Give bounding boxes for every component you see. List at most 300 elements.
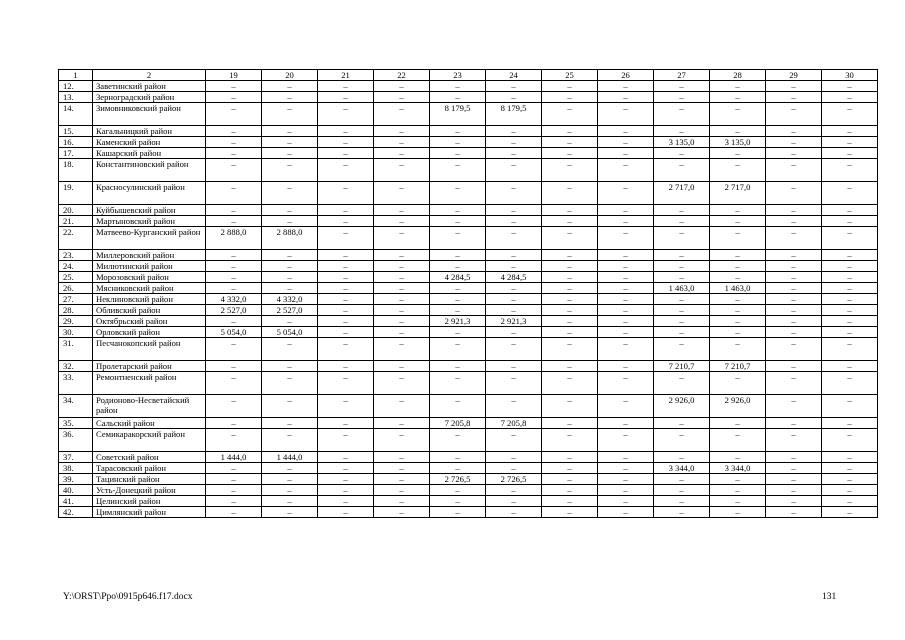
value-cell: – (542, 429, 598, 452)
district-name: Неклиновский район (93, 294, 206, 305)
value-cell: – (542, 474, 598, 485)
district-name: Цимлянский район (93, 507, 206, 518)
value-cell: – (654, 92, 710, 103)
value-cell: – (542, 338, 598, 361)
value-cell: – (318, 316, 374, 327)
value-cell: – (374, 372, 430, 395)
value-cell: – (710, 474, 766, 485)
table-row (59, 474, 878, 485)
value-cell: – (598, 395, 654, 418)
value-cell: – (710, 327, 766, 338)
value-cell: – (822, 485, 878, 496)
value-cell: – (262, 148, 318, 159)
value-cell: – (262, 126, 318, 137)
table-row (59, 338, 878, 361)
value-cell: – (766, 507, 822, 518)
value-cell: – (318, 126, 374, 137)
value-cell: 1 444,0 (262, 452, 318, 463)
table-row (59, 250, 878, 261)
value-cell: – (822, 81, 878, 92)
value-cell: 1 463,0 (654, 283, 710, 294)
district-name: Мясниковский район (93, 283, 206, 294)
value-cell: – (374, 137, 430, 148)
value-cell: 3 344,0 (710, 463, 766, 474)
value-cell: – (318, 305, 374, 316)
value-cell: – (822, 103, 878, 126)
column-header: 29 (766, 70, 822, 81)
row-number: 23. (59, 250, 93, 261)
value-cell: – (766, 463, 822, 474)
value-cell: 2 726,5 (430, 474, 486, 485)
value-cell: – (206, 81, 262, 92)
value-cell: – (206, 148, 262, 159)
value-cell: – (710, 148, 766, 159)
value-cell: – (262, 361, 318, 372)
value-cell: – (430, 126, 486, 137)
district-name: Кашарский район (93, 148, 206, 159)
value-cell: – (654, 272, 710, 283)
value-cell: – (598, 250, 654, 261)
value-cell: – (542, 452, 598, 463)
value-cell: – (206, 507, 262, 518)
value-cell: – (598, 463, 654, 474)
value-cell: – (262, 81, 318, 92)
value-cell: – (486, 338, 542, 361)
column-header: 28 (710, 70, 766, 81)
value-cell: – (710, 305, 766, 316)
value-cell: – (654, 103, 710, 126)
value-cell: – (262, 182, 318, 205)
table-row (59, 182, 878, 205)
value-cell: – (710, 372, 766, 395)
value-cell: – (374, 507, 430, 518)
value-cell: – (766, 361, 822, 372)
value-cell: – (710, 429, 766, 452)
value-cell: – (374, 361, 430, 372)
value-cell: – (542, 316, 598, 327)
value-cell: 7 210,7 (654, 361, 710, 372)
value-cell: – (542, 305, 598, 316)
row-number: 36. (59, 429, 93, 452)
value-cell: – (822, 496, 878, 507)
district-name: Пролетарский район (93, 361, 206, 372)
value-cell: – (486, 250, 542, 261)
value-cell: – (262, 103, 318, 126)
value-cell: – (374, 126, 430, 137)
value-cell: – (262, 137, 318, 148)
row-number: 12. (59, 81, 93, 92)
row-number: 13. (59, 92, 93, 103)
value-cell: – (654, 474, 710, 485)
value-cell: – (598, 327, 654, 338)
district-name: Тацинский район (93, 474, 206, 485)
value-cell: – (374, 305, 430, 316)
value-cell: – (262, 496, 318, 507)
value-cell: – (654, 227, 710, 250)
row-number: 28. (59, 305, 93, 316)
value-cell: – (822, 272, 878, 283)
value-cell: – (542, 137, 598, 148)
table-row (59, 81, 878, 92)
value-cell: – (766, 316, 822, 327)
value-cell: – (262, 507, 318, 518)
value-cell: – (318, 474, 374, 485)
row-number: 18. (59, 159, 93, 182)
table-row (59, 507, 878, 518)
value-cell: – (486, 159, 542, 182)
value-cell: – (766, 81, 822, 92)
value-cell: – (318, 272, 374, 283)
value-cell: – (598, 361, 654, 372)
value-cell: – (598, 272, 654, 283)
value-cell: – (318, 81, 374, 92)
row-number: 31. (59, 338, 93, 361)
value-cell: 2 921,3 (486, 316, 542, 327)
value-cell: – (542, 507, 598, 518)
value-cell: – (486, 452, 542, 463)
value-cell: – (486, 92, 542, 103)
value-cell: 1 463,0 (710, 283, 766, 294)
value-cell: – (598, 316, 654, 327)
value-cell: – (318, 92, 374, 103)
value-cell: – (374, 463, 430, 474)
value-cell: – (766, 126, 822, 137)
column-header: 2 (93, 70, 206, 81)
row-number: 14. (59, 103, 93, 126)
value-cell: – (318, 103, 374, 126)
value-cell: – (318, 507, 374, 518)
value-cell: – (430, 372, 486, 395)
value-cell: – (206, 250, 262, 261)
value-cell: – (430, 92, 486, 103)
value-cell: – (542, 327, 598, 338)
value-cell: – (822, 474, 878, 485)
district-name: Зерноградский район (93, 92, 206, 103)
value-cell: – (430, 261, 486, 272)
value-cell: 2 921,3 (430, 316, 486, 327)
value-cell: – (318, 294, 374, 305)
table-row (59, 372, 878, 395)
value-cell: – (598, 227, 654, 250)
value-cell: – (654, 81, 710, 92)
value-cell: – (430, 452, 486, 463)
row-number: 27. (59, 294, 93, 305)
value-cell: – (430, 159, 486, 182)
column-header: 19 (206, 70, 262, 81)
table-row (59, 126, 878, 137)
value-cell: – (766, 182, 822, 205)
value-cell: – (766, 418, 822, 429)
footer-file-path: Y:\ORST\Ppo\0915p646.f17.docx (63, 592, 193, 602)
value-cell: – (598, 159, 654, 182)
value-cell: – (318, 372, 374, 395)
value-cell: – (822, 372, 878, 395)
district-name: Заветинский район (93, 81, 206, 92)
value-cell: – (598, 418, 654, 429)
value-cell: – (374, 452, 430, 463)
value-cell: – (430, 205, 486, 216)
value-cell: – (206, 429, 262, 452)
district-name: Сальский район (93, 418, 206, 429)
value-cell: – (822, 316, 878, 327)
row-number: 17. (59, 148, 93, 159)
value-cell: – (374, 327, 430, 338)
value-cell: – (430, 429, 486, 452)
value-cell: – (486, 305, 542, 316)
value-cell: – (262, 272, 318, 283)
row-number: 24. (59, 261, 93, 272)
value-cell: – (766, 327, 822, 338)
value-cell: – (766, 305, 822, 316)
value-cell: – (206, 485, 262, 496)
value-cell: – (710, 496, 766, 507)
value-cell: – (822, 250, 878, 261)
value-cell: – (710, 159, 766, 182)
value-cell: – (206, 463, 262, 474)
column-header: 20 (262, 70, 318, 81)
value-cell: 3 135,0 (710, 137, 766, 148)
value-cell: – (654, 126, 710, 137)
value-cell: – (318, 283, 374, 294)
value-cell: – (822, 327, 878, 338)
value-cell: – (766, 216, 822, 227)
value-cell: – (822, 159, 878, 182)
row-number: 32. (59, 361, 93, 372)
value-cell: – (430, 137, 486, 148)
value-cell: – (262, 372, 318, 395)
value-cell: – (430, 148, 486, 159)
district-name: Ремонтненский район (93, 372, 206, 395)
value-cell: – (318, 148, 374, 159)
value-cell: – (262, 463, 318, 474)
value-cell: – (710, 216, 766, 227)
table-row (59, 496, 878, 507)
value-cell: – (654, 216, 710, 227)
value-cell: 2 527,0 (262, 305, 318, 316)
value-cell: – (206, 126, 262, 137)
value-cell: – (598, 507, 654, 518)
value-cell: – (430, 294, 486, 305)
value-cell: – (766, 103, 822, 126)
value-cell: – (598, 205, 654, 216)
value-cell: – (822, 137, 878, 148)
value-cell: – (542, 205, 598, 216)
row-number: 35. (59, 418, 93, 429)
value-cell: – (374, 103, 430, 126)
value-cell: – (486, 429, 542, 452)
value-cell: – (598, 126, 654, 137)
value-cell: – (710, 92, 766, 103)
value-cell: – (542, 103, 598, 126)
value-cell: – (486, 137, 542, 148)
value-cell: – (374, 205, 430, 216)
value-cell: – (374, 294, 430, 305)
value-cell: – (654, 507, 710, 518)
value-cell: – (430, 227, 486, 250)
value-cell: – (542, 148, 598, 159)
column-header: 30 (822, 70, 878, 81)
value-cell: – (206, 272, 262, 283)
value-cell: – (262, 418, 318, 429)
value-cell: – (430, 305, 486, 316)
value-cell: – (262, 261, 318, 272)
value-cell: 5 054,0 (262, 327, 318, 338)
value-cell: – (654, 452, 710, 463)
value-cell: – (374, 418, 430, 429)
district-name: Милютинский район (93, 261, 206, 272)
value-cell: – (318, 205, 374, 216)
value-cell: – (710, 485, 766, 496)
value-cell: – (822, 182, 878, 205)
table-row (59, 103, 878, 126)
column-header: 26 (598, 70, 654, 81)
value-cell: – (598, 372, 654, 395)
value-cell: – (430, 250, 486, 261)
value-cell: – (710, 316, 766, 327)
value-cell: – (598, 92, 654, 103)
value-cell: 8 179,5 (430, 103, 486, 126)
value-cell: – (822, 429, 878, 452)
value-cell: – (374, 92, 430, 103)
table-row (59, 294, 878, 305)
value-cell: – (542, 485, 598, 496)
value-cell: – (486, 126, 542, 137)
column-header: 22 (374, 70, 430, 81)
value-cell: 7 205,8 (486, 418, 542, 429)
value-cell: – (766, 485, 822, 496)
table-row (59, 429, 878, 452)
value-cell: – (654, 294, 710, 305)
value-cell: – (430, 485, 486, 496)
value-cell: – (486, 395, 542, 418)
table-row (59, 485, 878, 496)
value-cell: – (374, 496, 430, 507)
value-cell: – (710, 250, 766, 261)
district-name: Усть-Донецкий район (93, 485, 206, 496)
value-cell: – (822, 395, 878, 418)
row-number: 33. (59, 372, 93, 395)
table-row (59, 463, 878, 474)
value-cell: – (822, 283, 878, 294)
value-cell: – (318, 338, 374, 361)
value-cell: – (654, 429, 710, 452)
value-cell: – (318, 463, 374, 474)
table-row (59, 137, 878, 148)
header-row (59, 70, 878, 81)
value-cell: – (262, 429, 318, 452)
value-cell: – (262, 92, 318, 103)
value-cell: – (598, 261, 654, 272)
value-cell: – (654, 418, 710, 429)
row-number: 19. (59, 182, 93, 205)
value-cell: – (710, 227, 766, 250)
value-cell: – (710, 103, 766, 126)
data-table (58, 69, 878, 518)
value-cell: – (822, 227, 878, 250)
value-cell: – (374, 429, 430, 452)
value-cell: – (822, 418, 878, 429)
value-cell: – (710, 338, 766, 361)
value-cell: – (654, 250, 710, 261)
table-row (59, 327, 878, 338)
table-row (59, 261, 878, 272)
value-cell: – (206, 372, 262, 395)
table-body (59, 70, 878, 518)
value-cell: – (654, 261, 710, 272)
value-cell: – (542, 496, 598, 507)
value-cell: – (486, 507, 542, 518)
value-cell: – (374, 485, 430, 496)
value-cell: – (542, 372, 598, 395)
value-cell: – (318, 182, 374, 205)
value-cell: – (598, 182, 654, 205)
value-cell: – (598, 338, 654, 361)
value-cell: – (822, 148, 878, 159)
value-cell: 2 926,0 (654, 395, 710, 418)
value-cell: – (486, 182, 542, 205)
value-cell: – (598, 137, 654, 148)
value-cell: – (486, 227, 542, 250)
table-row (59, 159, 878, 182)
district-name: Обливский район (93, 305, 206, 316)
value-cell: – (766, 92, 822, 103)
value-cell: – (542, 463, 598, 474)
value-cell: – (430, 507, 486, 518)
row-number: 21. (59, 216, 93, 227)
value-cell: – (486, 496, 542, 507)
value-cell: – (430, 81, 486, 92)
value-cell: – (766, 338, 822, 361)
value-cell: – (430, 327, 486, 338)
district-name: Куйбышевский район (93, 205, 206, 216)
value-cell: – (374, 283, 430, 294)
value-cell: – (262, 316, 318, 327)
value-cell: 2 717,0 (710, 182, 766, 205)
value-cell: – (486, 283, 542, 294)
value-cell: – (486, 361, 542, 372)
value-cell: – (654, 316, 710, 327)
value-cell: – (822, 361, 878, 372)
value-cell: – (206, 92, 262, 103)
row-number: 30. (59, 327, 93, 338)
value-cell: – (822, 305, 878, 316)
value-cell: – (206, 137, 262, 148)
value-cell: – (542, 418, 598, 429)
row-number: 26. (59, 283, 93, 294)
district-name: Тарасовский район (93, 463, 206, 474)
value-cell: – (374, 272, 430, 283)
value-cell: – (710, 272, 766, 283)
row-number: 39. (59, 474, 93, 485)
table-row (59, 92, 878, 103)
value-cell: – (262, 338, 318, 361)
value-cell: 2 726,5 (486, 474, 542, 485)
value-cell: – (822, 452, 878, 463)
table-row (59, 418, 878, 429)
value-cell: – (486, 216, 542, 227)
row-number: 15. (59, 126, 93, 137)
row-number: 25. (59, 272, 93, 283)
value-cell: – (374, 148, 430, 159)
value-cell: – (262, 250, 318, 261)
row-number: 40. (59, 485, 93, 496)
value-cell: – (374, 81, 430, 92)
value-cell: 4 332,0 (206, 294, 262, 305)
value-cell: – (206, 103, 262, 126)
value-cell: – (542, 361, 598, 372)
value-cell: – (542, 250, 598, 261)
value-cell: – (542, 395, 598, 418)
